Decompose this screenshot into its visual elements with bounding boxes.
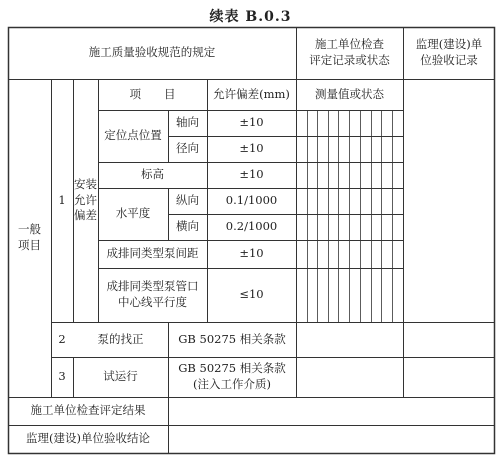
- pump-spacing-tolerance: ±10: [239, 246, 264, 261]
- pump-align-spec: GB 50275 相关条款: [178, 331, 286, 346]
- item-header: 项 目: [129, 86, 176, 101]
- unit-check-header: 施工单位检查 评定记录或状态: [309, 37, 390, 67]
- pipe-parallel-label: 成排同类型泵管口 中心线平行度: [106, 279, 199, 309]
- pump-align-label: 泵的找正: [97, 331, 144, 346]
- radial-tolerance: ±10: [239, 141, 264, 156]
- supervisor-conclusion-label: 监理(建设)单位验收结论: [26, 431, 150, 446]
- tolerance-header: 允许偏差(mm): [213, 86, 290, 101]
- radial-label: 径向: [176, 141, 199, 156]
- install-tolerance-label: 安装 允许 偏差: [74, 177, 97, 223]
- axial-tolerance: ±10: [239, 115, 264, 130]
- transverse-label: 横向: [176, 219, 199, 234]
- row-number-2: 2: [58, 331, 66, 346]
- row-number-1: 1: [58, 192, 66, 207]
- supervisor-check-header: 监理(建设)单 位验收记录: [415, 37, 483, 67]
- unit-result-label: 施工单位检查评定结果: [30, 403, 146, 418]
- longitudinal-label: 纵向: [176, 193, 199, 208]
- elevation-label: 标高: [141, 167, 164, 182]
- longitudinal-tolerance: 0.1/1000: [225, 193, 278, 208]
- spec-header: 施工质量验收规范的规定: [88, 45, 216, 60]
- row-number-3: 3: [58, 369, 66, 384]
- measured-header: 测量值或状态: [315, 86, 384, 101]
- pipe-parallel-tolerance: ≤10: [239, 287, 264, 302]
- levelness-label: 水平度: [115, 206, 151, 221]
- pump-spacing-label: 成排同类型泵间距: [106, 246, 199, 261]
- general-items-label: 一般 项目: [18, 222, 41, 252]
- transverse-tolerance: 0.2/1000: [225, 219, 278, 234]
- axial-label: 轴向: [176, 115, 199, 130]
- trial-run-label: 试运行: [103, 369, 138, 384]
- positioning-label: 定位点位置: [104, 128, 162, 143]
- page-title: 续表 B.0.3: [209, 9, 292, 25]
- trial-run-spec: GB 50275 相关条款 (注入工作介质): [178, 361, 286, 391]
- elevation-tolerance: ±10: [239, 167, 264, 182]
